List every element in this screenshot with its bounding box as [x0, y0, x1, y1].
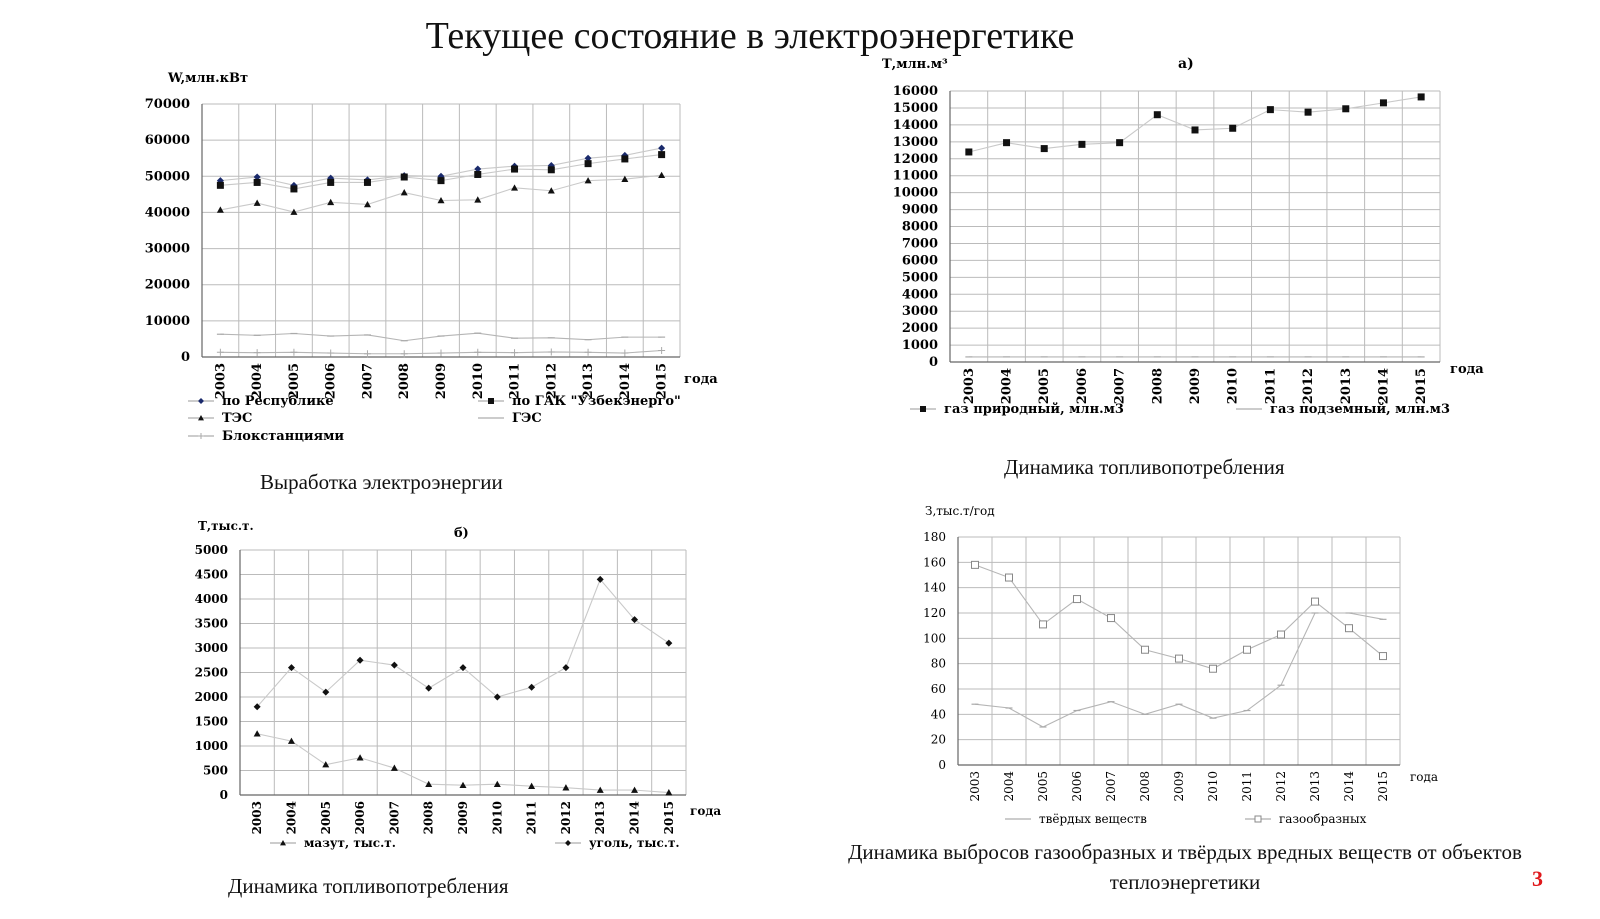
gas-data-point-0: [1003, 139, 1010, 146]
emissions-series-line-0: [975, 613, 1383, 727]
fuel-x-tick-label: 2014: [627, 801, 642, 835]
power-legend-marker-1: [488, 398, 494, 404]
emissions-x-tick-label: 2014: [1342, 771, 1356, 802]
emissions-x-tick-label: 2004: [1002, 771, 1016, 802]
power-data-point-1: [401, 174, 408, 181]
gas-data-point-0: [1342, 105, 1349, 112]
gas-data-point-0: [1229, 125, 1236, 132]
gas-y-axis-label: Т,млн.м³: [882, 57, 948, 72]
emissions-data-point-1: [1312, 598, 1319, 605]
power-data-point-1: [548, 166, 555, 173]
power-data-point-1: [658, 151, 665, 158]
fuel-y-tick-label: 1000: [194, 739, 228, 753]
fuel-y-tick-label: 5000: [194, 543, 228, 557]
power-legend-marker-0: [198, 398, 204, 404]
gas-data-point-0: [1267, 106, 1274, 113]
gas-data-point-0: [1305, 109, 1312, 116]
fuel-data-point-0: [357, 754, 364, 760]
power-data-point-4: [474, 349, 481, 356]
power-data-point-1: [585, 160, 592, 167]
fuel-x-tick-label: 2013: [593, 801, 608, 835]
gas-y-tick-label: 2000: [901, 321, 938, 337]
fuel-x-tick-label: 2006: [353, 801, 368, 835]
gas-x-tick-label: 2003: [961, 368, 977, 405]
fuel-y-tick-label: 500: [202, 763, 228, 778]
power-data-point-2: [401, 189, 408, 195]
emissions-data-point-1: [1278, 631, 1285, 638]
emissions-x-tick-label: 2005: [1036, 771, 1050, 802]
gas-x-tick-label: 2011: [1263, 368, 1279, 405]
power-data-point-4: [621, 350, 628, 357]
emissions-x-axis-label: года: [1410, 770, 1439, 784]
power-legend-marker-4: [198, 433, 204, 439]
gas-data-point-0: [1380, 99, 1387, 106]
gas-x-tick-label: 2010: [1225, 368, 1241, 405]
power-y-tick-label: 30000: [144, 241, 190, 257]
emissions-y-tick-label: 20: [930, 732, 946, 747]
fuel-x-tick-label: 2011: [524, 801, 539, 835]
gas-y-tick-label: 3000: [901, 304, 938, 320]
power-x-axis-label: года: [684, 372, 718, 387]
fuel-data-point-1: [562, 664, 569, 671]
gas-legend-label-0: газ природный, млн.м3: [944, 402, 1124, 417]
emissions-x-tick-label: 2007: [1104, 771, 1118, 802]
power-x-tick-label: 2010: [470, 363, 486, 400]
power-data-point-4: [511, 349, 518, 356]
gas-y-tick-label: 9000: [901, 202, 938, 218]
caption-emissions: Динамика выбросов газообразных и твёрдых вредных веществ от объектов теплоэнергетики: [848, 840, 1522, 894]
power-data-point-4: [364, 350, 371, 357]
gas-y-tick-label: 16000: [892, 84, 938, 99]
emissions-y-tick-label: 60: [930, 682, 946, 696]
power-data-point-0: [658, 145, 665, 152]
emissions-x-tick-label: 2006: [1070, 771, 1084, 802]
emissions-data-point-1: [1176, 655, 1183, 662]
power-x-tick-label: 2008: [397, 363, 413, 400]
emissions-data-point-1: [1074, 596, 1081, 603]
gas-x-tick-label: 2012: [1301, 368, 1317, 405]
caption-fuel-consumption-oil-coal: Динамика топливопотребления: [228, 874, 509, 898]
gas-data-point-0: [1116, 139, 1123, 146]
power-x-tick-label: 2003: [213, 363, 229, 400]
emissions-data-point-1: [1142, 646, 1149, 653]
power-legend-label-3: ГЭС: [512, 411, 542, 426]
fuel-data-point-0: [254, 730, 261, 736]
emissions-y-tick-label: 160: [923, 555, 946, 570]
power-data-point-4: [327, 350, 334, 357]
fuel-x-axis-label: года: [690, 804, 722, 818]
gas-y-tick-label: 10000: [892, 185, 938, 201]
gas-chart-title: а): [1178, 56, 1194, 72]
emissions-y-tick-label: 0: [938, 758, 946, 772]
emissions-x-tick-label: 2009: [1172, 771, 1186, 802]
gas-data-point-0: [965, 148, 972, 155]
emissions-y-tick-label: 100: [923, 631, 946, 646]
gas-y-tick-label: 8000: [901, 219, 938, 235]
emissions-x-tick-label: 2013: [1308, 771, 1322, 802]
power-legend-label-2: ТЭС: [222, 411, 253, 426]
power-data-point-4: [401, 350, 408, 357]
power-y-tick-label: 10000: [144, 313, 190, 329]
fuel-y-tick-label: 1500: [194, 714, 228, 729]
fuel-data-point-1: [391, 662, 398, 669]
power-data-point-2: [254, 200, 261, 206]
power-data-point-1: [254, 179, 261, 186]
fuel-legend-marker-1: [565, 840, 571, 846]
power-data-point-1: [511, 166, 518, 173]
power-data-point-1: [364, 179, 371, 186]
power-data-point-4: [254, 349, 261, 356]
power-data-point-4: [585, 349, 592, 356]
emissions-data-point-1: [972, 561, 979, 568]
fuel-legend-label-0: мазут, тыс.т.: [304, 836, 396, 850]
fuel-data-point-1: [425, 685, 432, 692]
gas-x-tick-label: 2008: [1150, 368, 1166, 405]
fuel-x-tick-label: 2007: [387, 801, 402, 835]
power-data-point-4: [438, 350, 445, 357]
emissions-legend-label-1: газообразных: [1279, 812, 1367, 826]
power-data-point-1: [621, 155, 628, 162]
power-x-tick-label: 2009: [434, 363, 449, 400]
gas-y-tick-label: 6000: [901, 253, 938, 269]
power-data-point-1: [290, 185, 297, 192]
emissions-data-point-1: [1006, 574, 1013, 581]
power-y-tick-label: 60000: [144, 133, 190, 149]
emissions-y-tick-label: 180: [923, 530, 946, 544]
power-y-tick-label: 0: [180, 350, 190, 365]
emissions-x-tick-label: 2012: [1274, 771, 1288, 802]
power-series-line-3: [220, 333, 661, 341]
power-legend-label-1: по ГАК "Узбекэнерго": [512, 394, 681, 409]
gas-x-tick-label: 2007: [1112, 368, 1128, 405]
power-data-point-4: [658, 347, 665, 354]
gas-y-tick-label: 1000: [901, 338, 938, 354]
emissions-y-tick-label: 140: [923, 580, 946, 595]
emissions-x-tick-label: 2011: [1240, 771, 1254, 802]
power-data-point-4: [217, 349, 224, 356]
fuel-legend-label-1: уголь, тыс.т.: [589, 836, 680, 850]
emissions-data-point-1: [1040, 621, 1047, 628]
fuel-x-tick-label: 2012: [558, 801, 573, 835]
emissions-x-tick-label: 2010: [1206, 771, 1220, 802]
gas-y-tick-label: 7000: [901, 236, 938, 252]
power-x-tick-label: 2005: [286, 363, 302, 400]
gas-data-point-0: [1192, 126, 1199, 133]
gas-data-point-0: [1418, 93, 1425, 100]
fuel-data-point-1: [665, 640, 672, 647]
gas-x-tick-label: 2009: [1188, 368, 1203, 405]
power-data-point-1: [217, 182, 224, 189]
power-x-tick-label: 2011: [507, 363, 523, 400]
slide-title: Текущее состояние в электроэнергетике: [425, 15, 1075, 57]
emissions-y-tick-label: 120: [923, 606, 946, 620]
gas-x-tick-label: 2013: [1338, 368, 1354, 405]
fuel-x-tick-label: 2015: [661, 801, 676, 835]
emissions-y-tick-label: 80: [930, 656, 946, 671]
power-data-point-1: [327, 179, 334, 186]
fuel-x-tick-label: 2009: [456, 801, 470, 835]
power-data-point-2: [658, 172, 665, 178]
fuel-y-tick-label: 3000: [194, 641, 228, 655]
power-x-tick-label: 2007: [360, 363, 376, 400]
emissions-x-tick-label: 2008: [1138, 771, 1152, 802]
power-data-point-4: [548, 348, 555, 355]
gas-y-tick-label: 14000: [892, 117, 938, 133]
emissions-data-point-1: [1244, 646, 1251, 653]
gas-y-tick-label: 5000: [901, 270, 938, 286]
fuel-x-tick-label: 2005: [318, 801, 333, 835]
gas-data-point-0: [1041, 145, 1048, 152]
power-x-tick-label: 2006: [323, 363, 339, 400]
power-data-point-1: [474, 171, 481, 178]
fuel-y-tick-label: 0: [219, 788, 228, 802]
page-number: 3: [1532, 866, 1543, 891]
power-y-tick-label: 20000: [144, 277, 190, 293]
power-legend-label-4: Блокстанциями: [222, 429, 345, 444]
fuel-y-axis-label: Т,тыс.т.: [198, 519, 254, 533]
fuel-x-tick-label: 2003: [250, 801, 265, 835]
power-x-tick-label: 2004: [250, 363, 266, 400]
gas-x-tick-label: 2005: [1037, 368, 1053, 405]
power-y-tick-label: 40000: [144, 205, 190, 221]
fuel-chart-title: б): [454, 526, 469, 541]
fuel-y-tick-label: 2500: [194, 665, 228, 680]
fuel-y-tick-label: 2000: [194, 690, 228, 704]
gas-y-tick-label: 0: [928, 355, 938, 370]
power-y-tick-label: 50000: [144, 169, 190, 185]
gas-data-point-0: [1154, 111, 1161, 118]
gas-x-tick-label: 2004: [999, 368, 1015, 405]
gas-legend-label-1: газ подземный, млн.м3: [1270, 402, 1451, 417]
gas-x-axis-label: года: [1450, 362, 1484, 377]
gas-y-tick-label: 12000: [892, 151, 938, 167]
power-x-tick-label: 2014: [617, 363, 633, 400]
gas-x-tick-label: 2015: [1414, 368, 1430, 405]
gas-y-tick-label: 11000: [892, 168, 938, 184]
gas-x-tick-label: 2006: [1074, 368, 1090, 405]
fuel-x-tick-label: 2008: [421, 801, 436, 835]
power-x-tick-label: 2013: [581, 363, 597, 400]
fuel-y-tick-label: 4000: [194, 592, 228, 606]
gas-data-point-0: [1078, 141, 1085, 148]
emissions-data-point-1: [1210, 665, 1217, 672]
fuel-x-tick-label: 2010: [490, 801, 505, 835]
gas-y-tick-label: 15000: [892, 100, 938, 116]
power-x-tick-label: 2012: [544, 363, 560, 400]
emissions-x-tick-label: 2015: [1376, 771, 1390, 802]
emissions-legend-label-0: твёрдых веществ: [1039, 812, 1147, 826]
fuel-x-tick-label: 2004: [284, 801, 299, 835]
gas-legend-marker-0: [920, 406, 926, 412]
emissions-series-line-1: [975, 565, 1383, 669]
fuel-y-tick-label: 4500: [194, 567, 228, 582]
power-legend-label-0: по Республике: [222, 394, 334, 409]
power-data-point-1: [438, 177, 445, 184]
power-y-tick-label: 70000: [144, 97, 190, 112]
caption-fuel-consumption-gas: Динамика топливопотребления: [1004, 455, 1285, 479]
emissions-data-point-1: [1346, 625, 1353, 632]
emissions-data-point-1: [1380, 653, 1387, 660]
power-data-point-4: [290, 349, 297, 356]
gas-y-tick-label: 13000: [892, 134, 938, 150]
fuel-data-point-1: [528, 684, 535, 691]
caption-power-generation: Выработка электроэнергии: [260, 470, 503, 494]
emissions-legend-marker-1: [1255, 816, 1261, 822]
emissions-y-axis-label: З,тыс.т/год: [925, 504, 995, 518]
emissions-data-point-1: [1108, 615, 1115, 622]
gas-y-tick-label: 4000: [901, 287, 938, 303]
power-y-axis-label: W,млн.кВт: [168, 71, 249, 86]
gas-x-tick-label: 2014: [1376, 368, 1392, 405]
emissions-y-tick-label: 40: [930, 707, 946, 722]
fuel-y-tick-label: 3500: [194, 616, 228, 631]
power-x-tick-label: 2015: [654, 363, 670, 400]
emissions-x-tick-label: 2003: [968, 771, 982, 802]
